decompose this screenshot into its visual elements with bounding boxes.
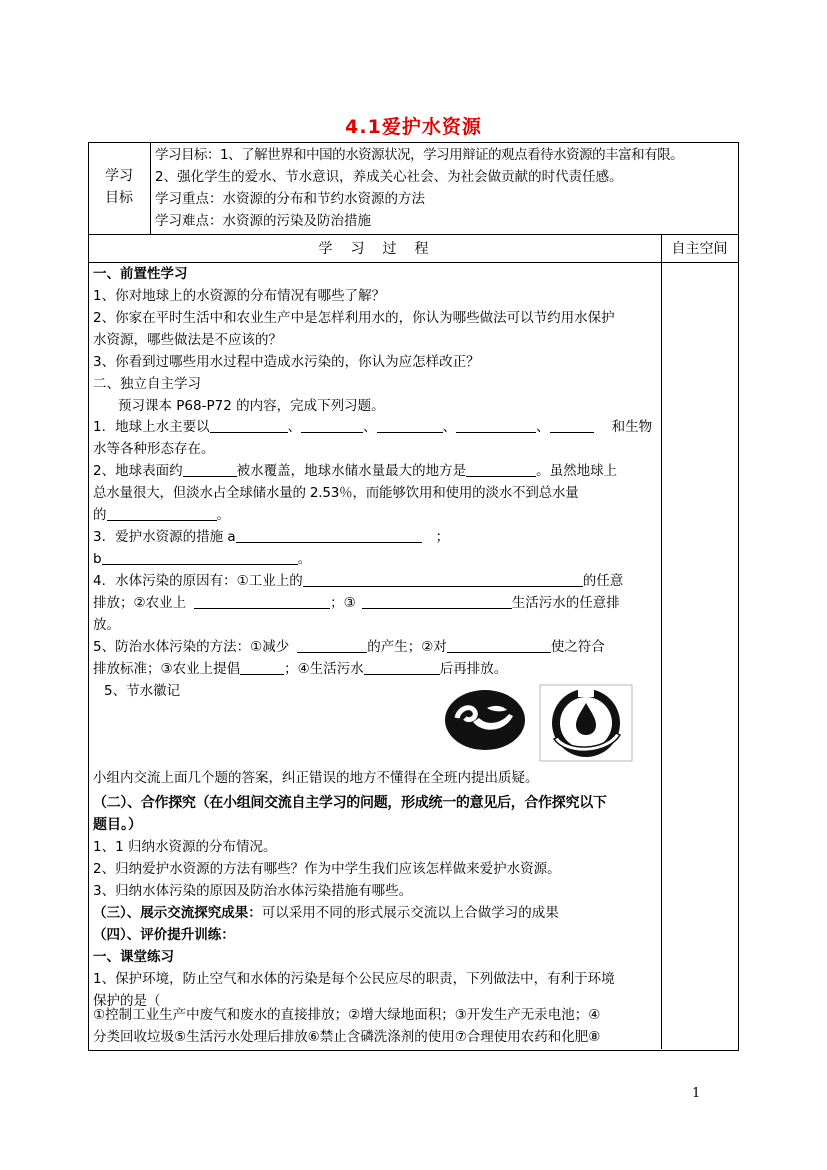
section-subheading: 一、课堂练习 [93, 949, 174, 965]
answer-blank[interactable] [550, 417, 594, 433]
list-item: 2、归纳爱护水资源的方法有哪些？作为中学生我们应该怎样做来爱护水资源。 [93, 861, 561, 877]
emblem-caption: 5、节水徽记 [104, 683, 181, 699]
answer-blank[interactable] [377, 417, 443, 433]
question: 3、你看到过哪些用水过程中造成水污染的，你认为应怎样改正？ [93, 354, 480, 370]
answer-blank[interactable] [240, 659, 284, 675]
list-item: 3、归纳水体污染的原因及防治水体污染措施有哪些。 [93, 883, 413, 899]
fill-question: 排放；②农业上 ；③ 生活污水的任意排 [93, 595, 620, 611]
answer-blank[interactable] [107, 505, 217, 521]
section-heading: 题目。） [93, 817, 142, 833]
question: 2、你家在平时生活中和农业生产中是怎样利用水的，你认为哪些做法可以节约用水保护 [93, 310, 615, 326]
answer-blank[interactable] [210, 417, 288, 433]
fill-question: 5、防治水体污染的方法：①减少 的产生；②对 使之符合 [93, 639, 605, 655]
answer-blank[interactable] [303, 571, 583, 587]
answer-blank[interactable] [447, 637, 551, 653]
water-saving-emblem-left-icon [443, 688, 527, 752]
fill-question: 3．爱护水资源的措施 a ； [93, 529, 450, 545]
objective-line: 学习目标：1、了解世界和中国的水资源状况，学习用辩证的观点看待水资源的丰富和有限。 [155, 147, 684, 163]
water-saving-emblem-right-icon [538, 683, 634, 763]
exercise-question: 保护的是（ [93, 993, 161, 1009]
fill-question: 放。 [93, 617, 120, 633]
section-heading: 二、独立自主学习 [93, 376, 201, 392]
objective-line: 2、强化学生的爱水、节水意识，养成关心社会、为社会做贡献的时代责任感。 [155, 169, 623, 185]
answer-blank[interactable] [456, 417, 536, 433]
table-divider [661, 234, 662, 1049]
answer-blank[interactable] [297, 637, 367, 653]
answer-blank[interactable] [301, 417, 363, 433]
objective-line: 学习重点：水资源的分布和节约水资源的方法 [155, 191, 425, 207]
page-title: 4.1爱护水资源 [345, 116, 482, 138]
discussion-note: 小组内交流上面几个题的答案，纠正错误的地方不懂得在全班内提出质疑。 [93, 770, 539, 786]
fill-question: b 。 [93, 551, 312, 567]
instruction: 预习课本 P68-P72 的内容，完成下列习题。 [118, 398, 385, 414]
fill-question: 的 。 [93, 507, 230, 523]
fill-question: 2、地球表面约 被水覆盖，地球水储水量最大的地方是 。虽然地球上 [93, 463, 618, 479]
answer-blank[interactable] [102, 549, 298, 565]
space-header: 自主空间 [671, 241, 728, 257]
answer-blank[interactable] [466, 461, 536, 477]
section-heading: （四）、评价提升训练： [93, 927, 235, 943]
page-number: 1 [692, 1086, 701, 1101]
fill-question: 总水量很大，但淡水占全球储水量的 2.53％，而能够饮用和使用的淡水不到总水量 [93, 485, 579, 501]
objectives-label: 学习 目标 [105, 168, 133, 206]
list-item: 1、1 归纳水资源的分布情况。 [93, 839, 277, 855]
fill-question: 排放标准；③农业上提倡 ；④生活污水 后再排放。 [93, 661, 508, 677]
exercise-question: 分类回收垃圾⑤生活污水处理后排放⑥禁止含磷洗涤剂的使用⑦合理使用农药和化肥⑧ [93, 1029, 601, 1045]
question: 1、你对地球上的水资源的分布情况有哪些了解？ [93, 288, 386, 304]
fill-question: 4．水体污染的原因有：①工业上的 的任意 [93, 573, 624, 589]
answer-blank[interactable] [194, 593, 330, 609]
answer-blank[interactable] [236, 527, 422, 543]
fill-question: 水等各种形态存在。 [93, 441, 215, 457]
exercise-question: ①控制工业生产中废气和废水的直接排放；②增大绿地面积；③开发生产无汞电池；④ [93, 1007, 601, 1023]
answer-blank[interactable] [183, 461, 237, 477]
section-heading: （三）、展示交流探究成果：可以采用不同的形式展示交流以上合做学习的成果 [93, 905, 559, 921]
objective-line: 学习难点：水资源的污染及防治措施 [155, 213, 371, 229]
process-header: 学 习 过 程 [318, 241, 431, 257]
fill-question: 1．地球上水主要以 、 、 、 、 和生物 [93, 419, 653, 435]
question: 水资源，哪些做法是不应该的？ [93, 332, 282, 348]
section-heading: 一、前置性学习 [93, 266, 188, 282]
table-divider [88, 234, 738, 235]
section-heading: （二）、合作探究（在小组间交流自主学习的问题，形成统一的意见后，合作探究以下 [93, 795, 607, 811]
answer-blank[interactable] [364, 659, 440, 675]
table-divider [150, 142, 151, 234]
exercise-question: 1、保护环境，防止空气和水体的污染是每个公民应尽的职责，下列做法中，有利于环境 [93, 971, 615, 987]
answer-blank[interactable] [362, 593, 512, 609]
